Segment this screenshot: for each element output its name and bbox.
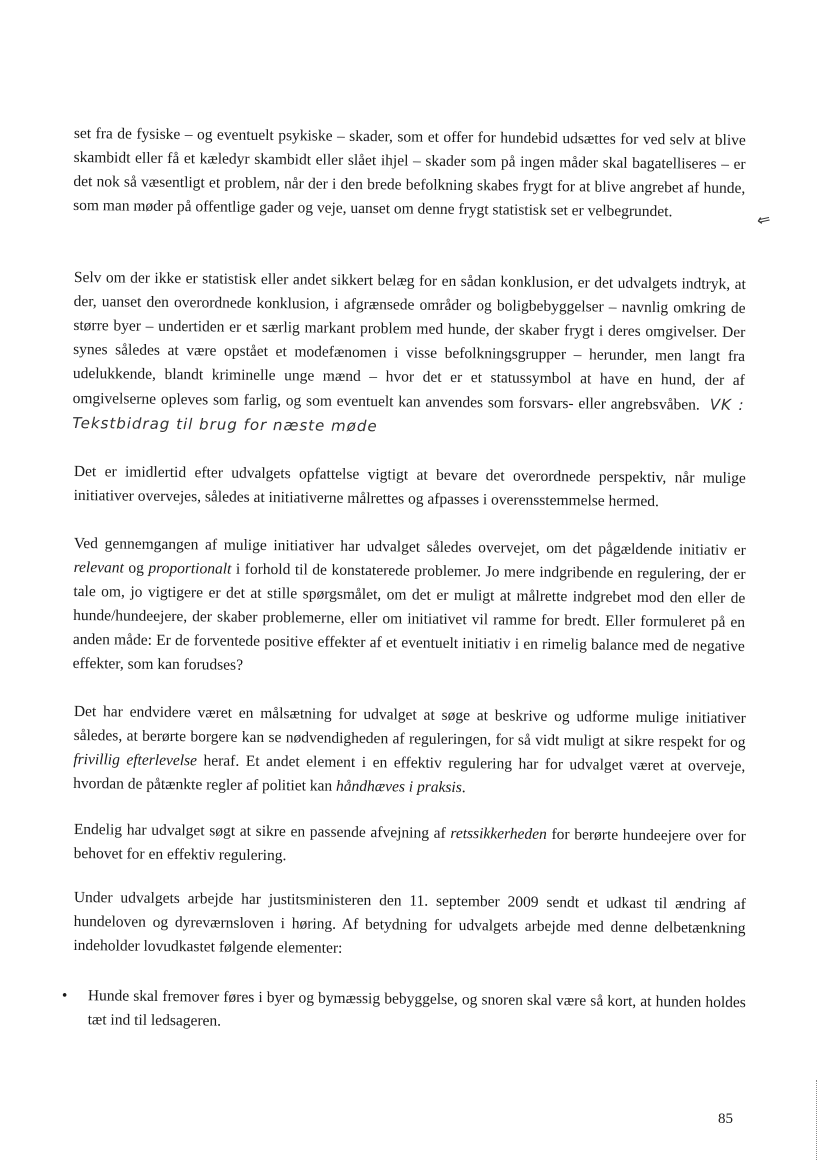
paragraph-3 — [73, 460, 745, 515]
bullet-text: Hunde skal fremover føres i byer og bymæssig bebyggelse, og snoren skal være så kort, at hunden holdes tæt ind til ledsageren. — [87, 987, 746, 1030]
scan-edge-line — [816, 1080, 817, 1160]
text-segment: Under udvalgets arbejde har justitsministeren den 11. september 2009 sendt et udkast til ændring af hundeloven og dyreværnsloven i høring. Af betydning for udvalgets arbejde med denne delbetænkning indeholder lovudkastet følgende elementer: — [73, 888, 746, 957]
text-segment: Endelig har udvalget søgt at sikre en passende afvejning af — [73, 820, 451, 842]
text-segment: for berørte hundeejere over for behovet for en effektiv regulering. — [73, 825, 746, 865]
paragraph-4 — [72, 532, 745, 683]
paragraph-2 — [72, 266, 746, 443]
text-segment: Ved gennemgangen af mulige initiativer har udvalget således overvejet, om det pågældende initiativ er — [73, 534, 746, 560]
paragraph-6 — [73, 818, 745, 873]
italic-text: håndhæves i praksis — [336, 777, 462, 797]
text-segment: og — [123, 559, 149, 577]
italic-text: frivillig efterlevelse — [73, 750, 198, 770]
text-segment: Selv om der ikke er statistisk eller andet sikkert belæg for en sådan konklusion, er det udvalgets indtryk, at der, uanset den overordnede konklusion, i afgrænsede områder og boligbebyggelser – navnlig omkring de større byer – undertiden er et særlig markant problem med hunde, der skaber frygt i deres omgivelser. Der synes således at være opstået et modefænomen i visse befolkningsgrupper – herunder, men langt fra udelukkende, blandt kriminelle unge mænd – hvor det er et statussymbol at have en hund, der af omgivelserne opleves som farlig, og som eventuelt kan anvendes som forsvars- eller angrebsvåben. — [72, 268, 746, 414]
margin-arrow-mark: ⇐ — [755, 210, 773, 231]
paragraph-7 — [73, 886, 746, 965]
page-number: 85 — [718, 1111, 733, 1127]
paragraph-1 — [73, 122, 746, 225]
text-segment: . — [461, 779, 466, 797]
text-segment: Det er imidlertid efter udvalgets opfattelse vigtigt at bevare det overordnede perspektiv, når mulige initiativer overvejes, således at initiativerne målrettes og afpasses i overensstemmelse hermed. — [73, 462, 746, 511]
italic-text: proportionalt — [148, 559, 232, 578]
italic-text: retssikkerheden — [450, 824, 547, 843]
italic-text: relevant — [73, 558, 124, 577]
bullet-marker: • — [61, 986, 68, 1005]
text-segment: i forhold til de konstaterede problemer. Jo mere indgribende en regulering, der er tale om, jo vigtigere er det at stille spørgsmålet, om det er muligt at målrette indgrebet mod den eller de hunde/hundeejere, der skaber problemerne, eller om initiativet vil ramme for bredt. Eller formuleret på en anden måde: Er de forventede positive effekter af et eventuelt initiativ i en rimelig balance med de negative effekter, som kan forudses? — [72, 560, 746, 674]
paragraph-5 — [73, 700, 746, 803]
handwritten-note: VK : Tekstbidrag til brug for næste møde — [72, 395, 745, 436]
text-segment: set fra de fysiske – og eventuelt psykiske – skader, som et offer for hundebid udsættes for ved selv at blive skambidt eller få et kæledyr skambidt eller slået ihjel – skader som på ingen måder skal bagatelliseres – er det nok så væsentligt et problem, når der i den brede befolkning skabes frygt for at blive angrebet af hunde, som man møder på offentlige gader og veje, uanset om denne frygt statistisk set er velbegrundet. — [73, 124, 746, 221]
text-segment: heraf. Et andet element i en effektiv regulering har for udvalget været at overveje, hvordan de påtænkte regler af politiet kan — [73, 752, 746, 795]
text-segment: Det har endvidere været en målsætning for udvalget at søge at beskrive og udforme mulige initiativer således, at berørte borgere kan se nødvendigheden af reguleringen, for så vidt muligt at sikre respekt for og — [73, 702, 746, 752]
bullet-list-item — [61, 984, 745, 1039]
